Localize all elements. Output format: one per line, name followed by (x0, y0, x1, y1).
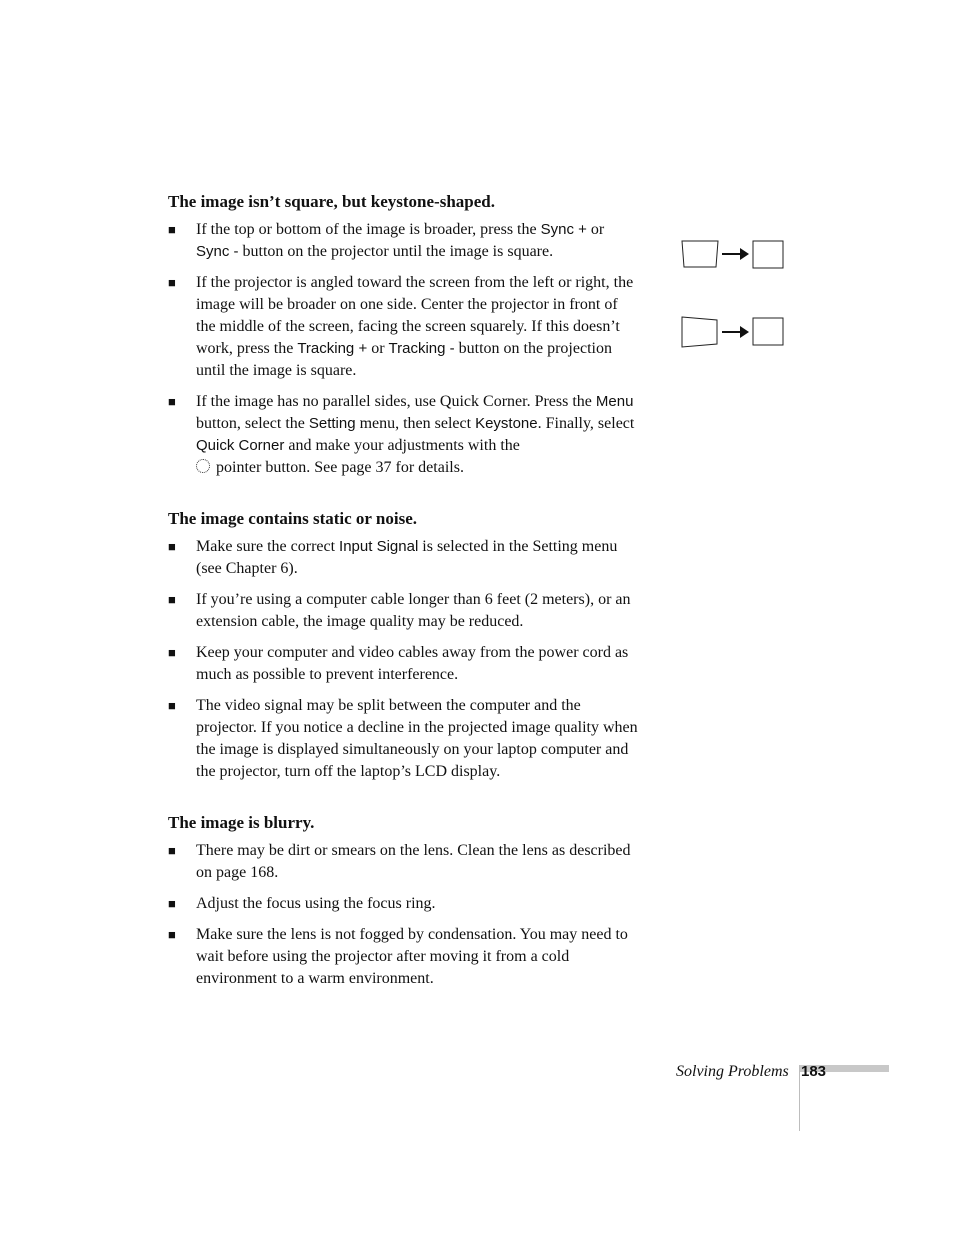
list-item: ■ If the projector is angled toward the screen from the left or right, the image will be broader on one side. Center the projector in front of the middle of the screen, facing the screen squarely. If this doesn’t work, press the Tracking + or Tracking - button on the projection until the image is square. (168, 274, 634, 379)
keystone-label: Keystone (475, 415, 538, 432)
heading-blurry: The image is blurry. (168, 813, 315, 832)
pointer-button-icon (196, 459, 210, 473)
keystone-horizontal-illustration (680, 315, 786, 351)
bullet-icon: ■ (168, 698, 176, 713)
square-image-shape (753, 318, 783, 345)
section-blurry (168, 812, 638, 999)
bullet-icon: ■ (168, 222, 176, 237)
tracking-minus-label: Tracking - (388, 340, 455, 357)
square-image-shape (753, 241, 783, 268)
footer-section-label: Solving Problems (676, 1063, 789, 1080)
keystone-trapezoid-shape (682, 317, 717, 347)
bullet-icon: ■ (168, 645, 176, 660)
list-item: ■ If the top or bottom of the image is broader, press the Sync + or Sync - button on the projector until the image is square. (168, 221, 605, 260)
bullet-icon: ■ (168, 275, 176, 290)
input-signal-label: Input Signal (339, 538, 419, 555)
list-item: ■ If the image has no parallel sides, use Quick Corner. Press the Menu button, select the Setting menu, then select Keystone. Finally, select Quick Corner and make your adjustments with the pointer button. See page 37 for details. (168, 393, 635, 476)
list-item: ■ There may be dirt or smears on the lens. Clean the lens as described on page 168. (168, 842, 631, 881)
page-number: 183 (801, 1063, 827, 1080)
list-item: ■ If you’re using a computer cable longer than 6 feet (2 meters), or an extension cable, the image quality may be reduced. (168, 591, 631, 630)
bullet-icon: ■ (168, 592, 176, 607)
heading-keystone: The image isn’t square, but keystone-shaped. (168, 192, 495, 211)
bullet-icon: ■ (168, 394, 176, 409)
heading-static-noise: The image contains static or noise. (168, 509, 418, 528)
sync-minus-label: Sync - (196, 243, 239, 260)
blurry-list (168, 840, 638, 990)
bullet-icon: ■ (168, 843, 176, 858)
tracking-plus-label: Tracking + (297, 340, 368, 357)
list-item: ■ Make sure the lens is not fogged by condensation. You may need to wait before using the projector after moving it from a cold environment to a warm environment. (168, 926, 628, 987)
section-keystone (168, 191, 638, 488)
arrow-head-icon (740, 326, 749, 338)
sync-plus-label: Sync + (540, 221, 587, 238)
list-item: ■ Make sure the correct Input Signal is selected in the Setting menu (see Chapter 6). (168, 538, 618, 577)
bullet-icon: ■ (168, 896, 176, 911)
list-item: ■ Adjust the focus using the focus ring. (168, 893, 638, 915)
bullet-icon: ■ (168, 927, 176, 942)
list-item: ■ The video signal may be split between the computer and the projector. If you notice a decline in the projected image quality when the image is displayed simultaneously on your laptop computer and the projector, turn off the laptop’s LCD display. (168, 697, 638, 780)
keystone-list (168, 219, 638, 479)
list-item: ■ Keep your computer and video cables away from the power cord as much as possible to prevent interference. (168, 644, 629, 683)
arrow-head-icon (740, 248, 749, 260)
section-static-noise (168, 508, 638, 792)
bullet-icon: ■ (168, 539, 176, 554)
quick-corner-label: Quick Corner (196, 437, 285, 454)
keystone-vertical-illustration (680, 238, 786, 272)
setting-label: Setting (308, 415, 356, 432)
keystone-trapezoid-shape (682, 241, 718, 267)
footer-rule (799, 1065, 800, 1131)
menu-label: Menu (595, 393, 634, 410)
static-noise-list (168, 536, 638, 783)
